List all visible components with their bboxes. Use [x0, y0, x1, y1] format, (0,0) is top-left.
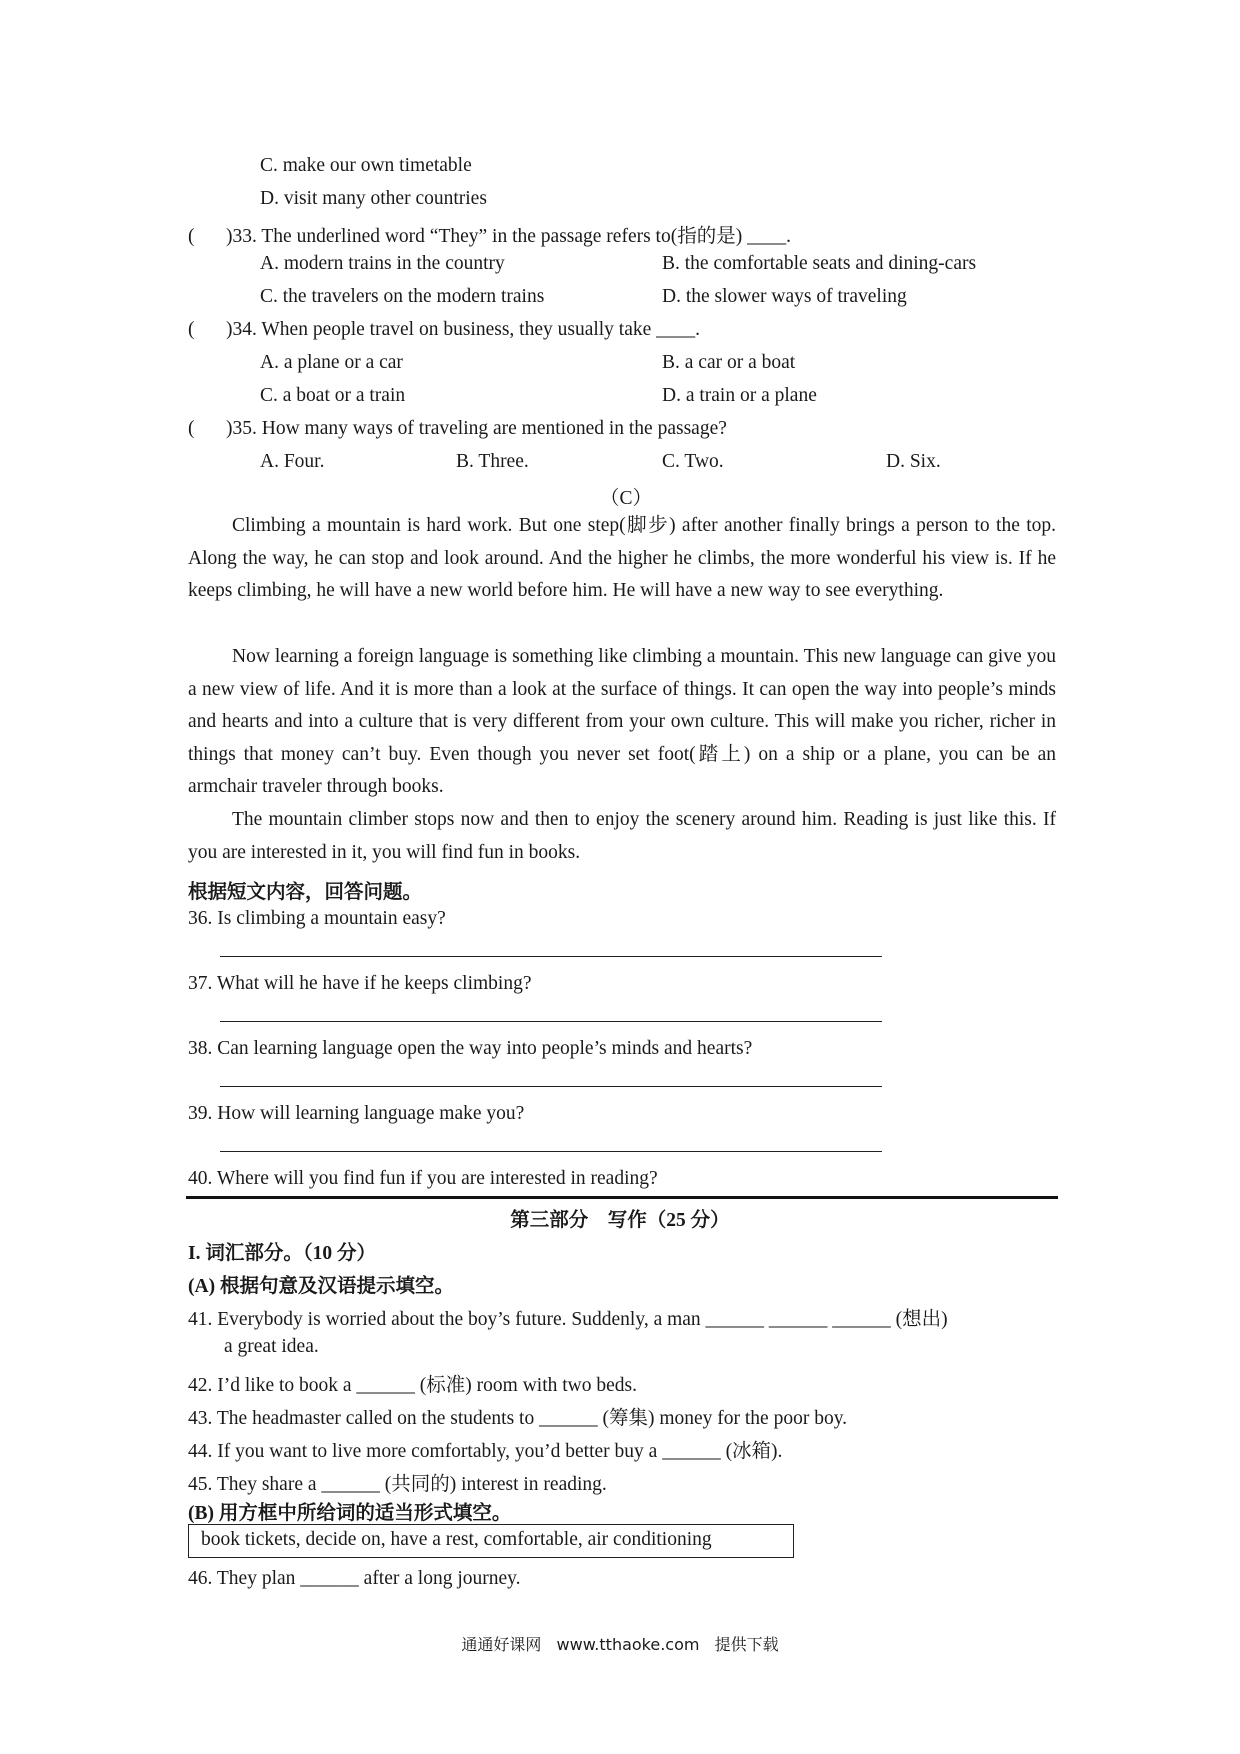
answer-bracket[interactable]: (	[188, 226, 195, 247]
passage-c-paragraph-2: Now learning a foreign language is something like climbing a mountain. This new language can give you a new view of life. And it is more than a look at the surface of things. It can open the way into people’s minds and hearts and into a culture that is very different from your own culture. This will make you richer, richer in things that money can’t buy. Even though you never set foot(踏上) on a ship or a plane, you can be an armchair traveler through books.	[188, 646, 1056, 798]
section-divider	[186, 1196, 1058, 1199]
q33-option-c: C. the travelers on the modern trains	[260, 286, 545, 307]
footer	[0, 1632, 1240, 1655]
q33-option-d: D. the slower ways of traveling	[662, 286, 907, 307]
section-b-heading: (B) 用方框中所给词的适当形式填空。	[188, 1503, 512, 1524]
q41-line2: a great idea.	[224, 1336, 319, 1357]
q36-answer-line[interactable]	[220, 956, 882, 957]
q35-option-a: A. Four.	[260, 451, 325, 472]
q39-answer-line[interactable]	[220, 1151, 882, 1152]
q45-question: 45. They share a ______ (共同的) interest in reading.	[188, 1474, 607, 1495]
q34-option-a: A. a plane or a car	[260, 352, 403, 373]
q39-question: 39. How will learning language make you?	[188, 1103, 525, 1124]
q33-option-a: A. modern trains in the country	[260, 253, 505, 274]
q34-option-b: B. a car or a boat	[662, 352, 796, 373]
q34-option-d: D. a train or a plane	[662, 385, 817, 406]
q41-line1: 41. Everybody is worried about the boy’s future. Suddenly, a man ______ ______ ______ (想出)	[188, 1309, 948, 1330]
q38-question: 38. Can learning language open the way into people’s minds and hearts?	[188, 1038, 753, 1059]
q46-question: 46. They plan ______ after a long journey.	[188, 1568, 521, 1589]
q32-option-c: C. make our own timetable	[260, 155, 472, 176]
passage-c-paragraph-3: The mountain climber stops now and then to enjoy the scenery around him. Reading is just like this. If you are interested in it, you will find fun in books.	[188, 809, 1056, 863]
q32-option-d: D. visit many other countries	[260, 188, 487, 209]
q35-option-c: C. Two.	[662, 451, 724, 472]
answer-bracket[interactable]: (	[188, 319, 195, 340]
q33-text: )33. The underlined word “They” in the passage refers to(指的是) ____.	[226, 226, 791, 247]
q42-question: 42. I’d like to book a ______ (标准) room with two beds.	[188, 1375, 637, 1396]
answer-bracket[interactable]: (	[188, 418, 195, 439]
word-box: book tickets, decide on, have a rest, comfortable, air conditioning	[188, 1524, 794, 1558]
q40-question: 40. Where will you find fun if you are interested in reading?	[188, 1168, 658, 1189]
q35-question	[188, 418, 727, 440]
footer-suffix: 提供下载	[714, 1635, 779, 1654]
q35-text: )35. How many ways of traveling are mentioned in the passage?	[226, 418, 727, 439]
q33-question	[188, 220, 791, 248]
footer-url[interactable]: www.tthaoke.com	[556, 1635, 700, 1654]
q38-answer-line[interactable]	[220, 1086, 882, 1087]
passage-c-title: （C）	[600, 488, 653, 509]
passage-c-paragraph-1: Climbing a mountain is hard work. But one step(脚步) after another finally brings a person to the top. Along the way, he can stop and look around. And the higher he climbs, the more wonderful his view is. If he keeps climbing, he will have a new world before him. He will have a new way to see everything.	[188, 515, 1056, 602]
footer-site-name: 通通好课网	[461, 1635, 542, 1654]
q44-question: 44. If you want to live more comfortably, you’d better buy a ______ (冰箱).	[188, 1441, 783, 1462]
q36-question: 36. Is climbing a mountain easy?	[188, 908, 446, 929]
section-a-heading: (A) 根据句意及汉语提示填空。	[188, 1276, 454, 1297]
section-i-heading: I. 词汇部分。（10 分）	[188, 1243, 376, 1264]
q37-answer-line[interactable]	[220, 1021, 882, 1022]
q35-option-d: D. Six.	[886, 451, 941, 472]
answer-instruction: 根据短文内容，回答问题。	[188, 882, 423, 903]
q34-text: )34. When people travel on business, they usually take ____.	[226, 319, 701, 340]
q43-question: 43. The headmaster called on the students to ______ (筹集) money for the poor boy.	[188, 1408, 848, 1429]
q35-option-b: B. Three.	[456, 451, 529, 472]
part3-title: 第三部分 写作（25 分）	[510, 1210, 730, 1231]
q37-question: 37. What will he have if he keeps climbing?	[188, 973, 532, 994]
q34-question	[188, 319, 700, 341]
q33-option-b: B. the comfortable seats and dining-cars	[662, 253, 977, 274]
q34-option-c: C. a boat or a train	[260, 385, 406, 406]
